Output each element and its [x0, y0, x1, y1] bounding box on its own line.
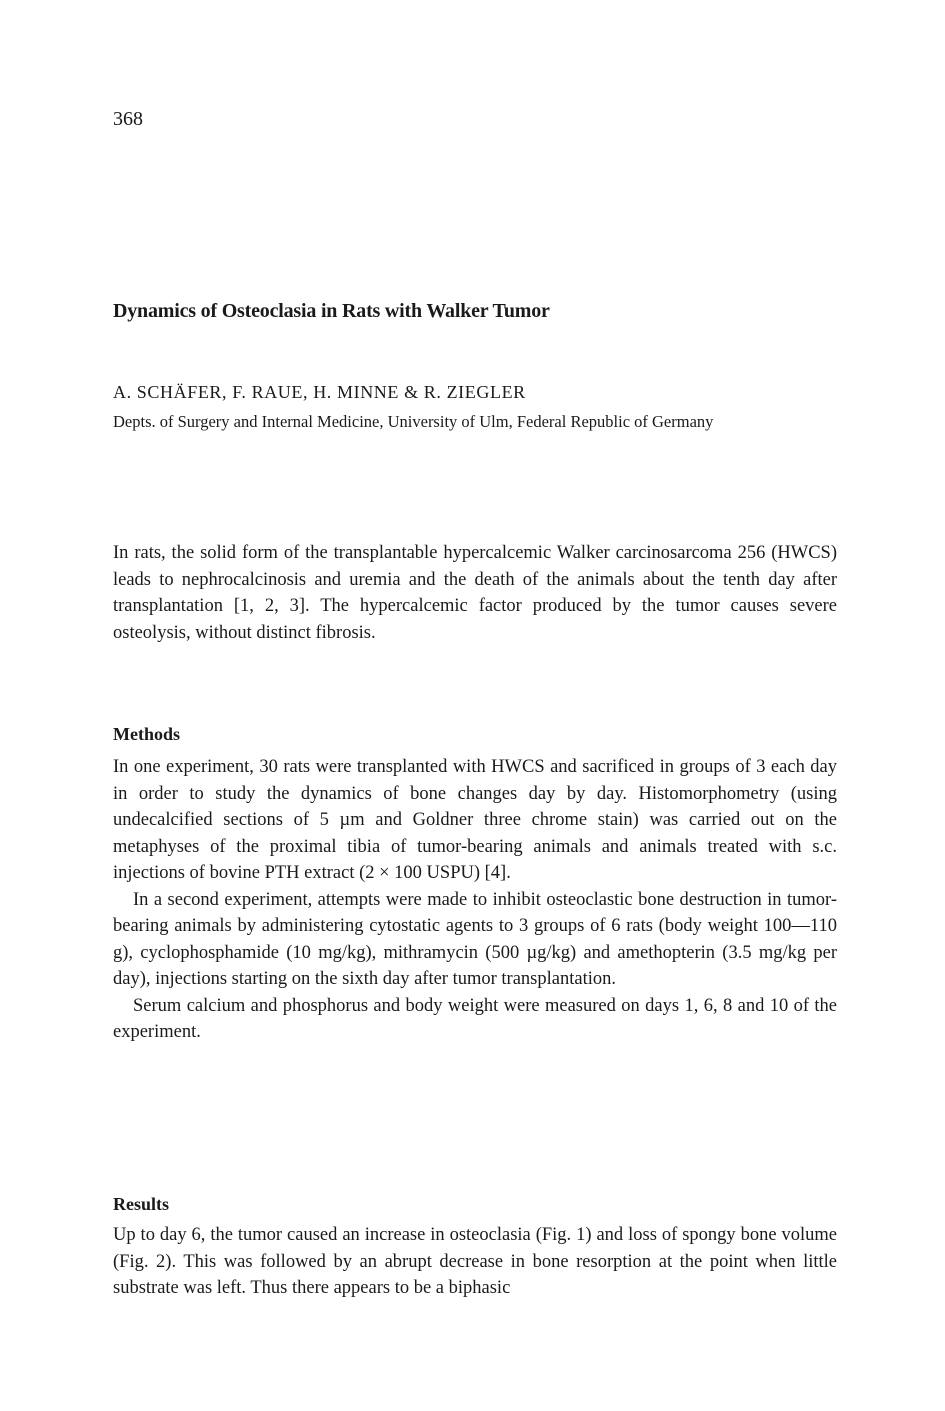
- article-title: Dynamics of Osteoclasia in Rats with Walker Tumor: [113, 300, 550, 322]
- results-section: [113, 1222, 837, 1302]
- abstract-paragraph: In rats, the solid form of the transplantable hypercalcemic Walker carcinosarcoma 256 (HWCS) leads to nephrocalcinosis and uremia and the death of the animals about the tenth day after transplantation [1, 2, 3]. The hypercalcemic factor produced by the tumor causes severe osteolysis, without distinct fibrosis.: [113, 543, 837, 643]
- methods-paragraph-1: In one experiment, 30 rats were transplanted with HWCS and sacrificed in groups of 3 each day in order to study the dynamics of bone changes day by day. Histomorphometry (using undecalcified sections of 5 µm and Goldner three chrome stain) was carried out on the metaphyses of the proximal tibia of tumor-bearing animals and animals treated with s.c. injections of bovine PTH extract (2 × 100 USPU) [4].: [113, 757, 837, 883]
- methods-paragraph-3: Serum calcium and phosphorus and body weight were measured on days 1, 6, 8 and 10 of the experiment.: [113, 995, 837, 1042]
- results-paragraph-1: Up to day 6, the tumor caused an increase in osteoclasia (Fig. 1) and loss of spongy bone volume (Fig. 2). This was followed by an abrupt decrease in bone resorption at the point when little substrate was left. Thus there appears to be a biphasic: [113, 1225, 837, 1298]
- author-list: A. SCHÄFER, F. RAUE, H. MINNE & R. ZIEGLER: [113, 382, 526, 402]
- results-heading: Results: [113, 1194, 170, 1214]
- methods-heading: Methods: [113, 724, 180, 744]
- author-affiliation: Depts. of Surgery and Internal Medicine, University of Ulm, Federal Republic of Germany: [113, 412, 714, 431]
- page-number: 368: [113, 108, 143, 130]
- methods-paragraph-2: In a second experiment, attempts were made to inhibit osteoclastic bone destruction in tumor-bearing animals by administering cytostatic agents to 3 groups of 6 rats (body weight 100—110 g), cyclophosphamide (10 mg/kg), mithramycin (500 µg/kg) and amethopterin (3.5 mg/kg per day), injections starting on the sixth day after tumor transplantation.: [113, 889, 837, 989]
- methods-section: [113, 754, 837, 1046]
